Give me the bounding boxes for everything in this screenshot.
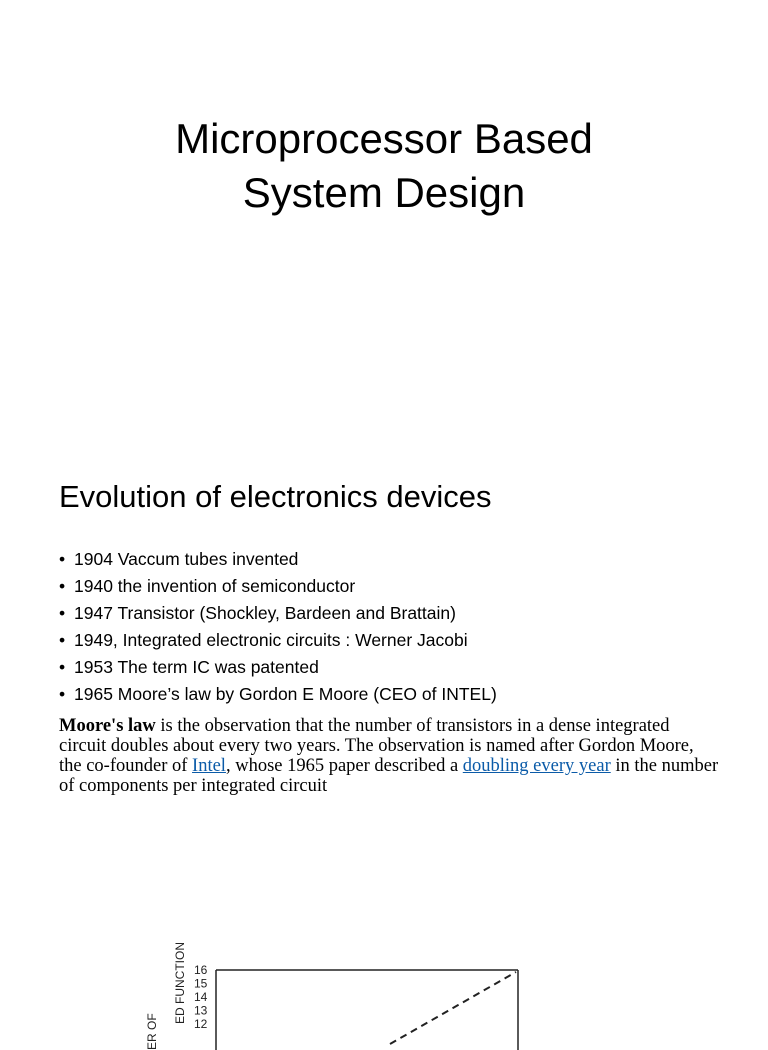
slide-title: [0, 112, 768, 220]
y-tick-label: 15: [194, 976, 208, 991]
bullet-item: • 1965 Moore’s law by Gordon E Moore (CEO of INTEL): [59, 681, 497, 708]
moores-law-term: Moore's law: [59, 716, 156, 736]
paragraph-text: , whose 1965 paper described a: [225, 756, 463, 776]
y-axis-label-fragment: ER OF: [145, 1013, 159, 1050]
intel-link[interactable]: Intel: [192, 756, 226, 776]
doubling-every-year-link[interactable]: doubling every year: [462, 756, 611, 776]
chart-svg: [140, 930, 540, 1050]
moores-law-paragraph: [59, 716, 719, 796]
bullet-item: • 1904 Vaccum tubes invented: [59, 546, 497, 573]
series-line: [390, 972, 516, 1044]
y-tick-label: 16: [194, 963, 208, 977]
y-tick-label: 13: [194, 1003, 208, 1018]
paragraph-text: is the observation that the number of transistors in a dense integrated circuit doubles about every two years. The observation is named after Gordon Moore, the co-founder of: [59, 716, 694, 776]
slide-title-line-2: System Design: [242, 169, 526, 216]
y-tick-label: 14: [194, 990, 208, 1004]
bullet-item: • 1940 the invention of semiconductor: [59, 573, 497, 600]
moores-law-chart: [140, 930, 540, 1050]
slide-title-line-1: Microprocessor Based: [175, 115, 593, 162]
y-tick-label: 12: [194, 1017, 208, 1031]
section-heading: Evolution of electronics devices: [59, 479, 492, 514]
paragraph-text: in the number of components per integrated circuit: [59, 756, 719, 796]
bullet-item: • 1949, Integrated electronic circuits : Werner Jacobi: [59, 627, 497, 654]
evolution-bullet-list: [59, 546, 497, 708]
bullet-item: • 1947 Transistor (Shockley, Bardeen and Brattain): [59, 600, 497, 627]
y-axis-label-fragment: ED FUNCTION: [173, 942, 187, 1024]
bullet-item: • 1953 The term IC was patented: [59, 654, 497, 681]
